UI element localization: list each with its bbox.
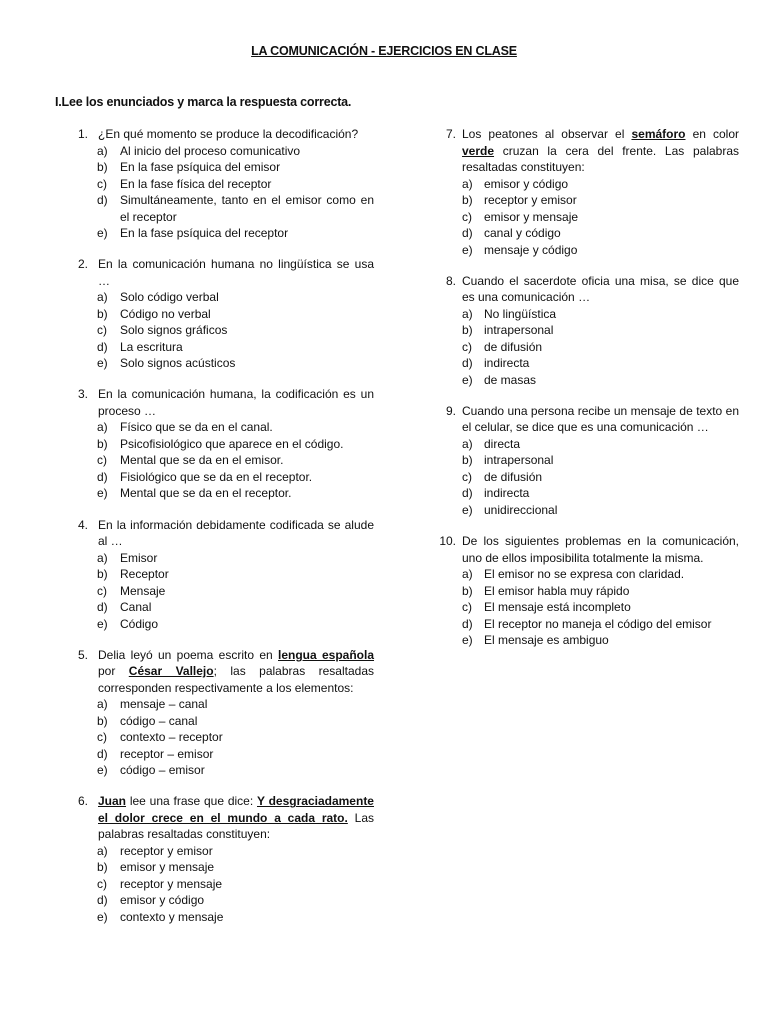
option-b: b) Código no verbal: [97, 306, 211, 321]
option-a: a) directa: [462, 436, 521, 451]
question-text: Cuando el sacerdote oficia una misa, se dice que es una comunicación …: [462, 273, 739, 305]
option-d: d) Canal: [97, 600, 152, 615]
option-b: b) Receptor: [97, 567, 169, 582]
highlighted-text: semáforo: [631, 127, 686, 141]
question-text: Delia leyó un poema escrito en lengua española por César Vallejo; las palabras resaltadas corresponden respectivamente a los elementos:: [98, 647, 375, 695]
option-a: a) Físico que se da en el canal.: [97, 420, 273, 435]
option-e: e) mensaje y código: [462, 242, 578, 257]
option-b: b) intrapersonal: [462, 453, 554, 468]
question-text: En la información debidamente codificada se alude al …: [98, 517, 374, 549]
option-a: a) emisor y código: [462, 176, 569, 191]
option-a: a) receptor y emisor: [97, 843, 213, 858]
question-9: [430, 403, 739, 519]
highlighted-text: Juan: [98, 794, 127, 809]
question-1: [60, 126, 374, 242]
option-d: d) El receptor no maneja el código del emisor: [462, 616, 712, 631]
options-list: [60, 550, 374, 633]
document-title: LA COMUNICACIÓN - EJERCICIOS EN CLASE: [251, 44, 517, 58]
option-e: e) Solo signos acústicos: [97, 356, 236, 371]
option-c: c) emisor y mensaje: [462, 209, 579, 224]
option-e: e) de masas: [462, 372, 537, 387]
left-column: [60, 126, 374, 940]
options-list: [430, 306, 739, 389]
question-text: Los peatones al observar el semáforo en color verde cruzan la cera del frente. Las palabras resaltadas constituyen:: [462, 127, 740, 174]
option-d: d) Fisiológico que se da en el receptor.: [97, 469, 313, 484]
option-c: c) de difusión: [462, 469, 543, 484]
question-number: 1.: [77, 127, 88, 141]
question-10: [430, 533, 739, 649]
option-d: d) La escritura: [97, 339, 183, 354]
option-c: c) de difusión: [462, 339, 543, 354]
options-list: [60, 289, 374, 372]
option-d: d) indirecta: [462, 486, 530, 501]
right-column: [430, 126, 739, 663]
option-c: c) Mental que se da en el emisor.: [97, 453, 284, 468]
option-c: c) El mensaje está incompleto: [462, 600, 631, 615]
option-c: c) En la fase física del receptor: [97, 176, 272, 191]
question-text: En la comunicación humana no lingüística se usa …: [98, 257, 374, 288]
question-number: 7.: [445, 127, 456, 141]
option-e: e) El mensaje es ambiguo: [462, 633, 609, 648]
question-3: [60, 386, 374, 502]
question-number: 5.: [77, 647, 88, 662]
question-text: De los siguientes problemas en la comunicación, uno de ellos imposibilita totalmente la misma.: [462, 534, 739, 565]
option-b: b) Psicofisiológico que aparece en el código.: [97, 436, 344, 451]
option-c: c) contexto – receptor: [97, 730, 223, 745]
options-list: [60, 696, 374, 779]
question-text: Juan lee una frase que dice: Y desgraciadamente el dolor crece en el mundo a cada rato. Las palabras resaltadas constituyen:: [98, 794, 374, 842]
option-a: a) Solo código verbal: [97, 290, 219, 305]
option-b: b) En la fase psíquica del emisor: [97, 160, 281, 174]
option-a: a) Emisor: [97, 550, 158, 565]
question-number: 4.: [77, 517, 88, 532]
question-number: 3.: [77, 387, 88, 402]
question-number: 2.: [77, 257, 88, 272]
highlighted-text: lengua española: [278, 647, 375, 662]
instruction-heading: I.Lee los enunciados y marca la respuesta correcta.: [55, 95, 352, 109]
question-6: [60, 793, 374, 925]
option-e: e) Mental que se da en el receptor.: [97, 486, 292, 501]
question-5: [60, 647, 374, 779]
option-e: e) unidireccional: [462, 502, 558, 517]
options-list: [430, 436, 739, 519]
question-number: 10.: [439, 534, 456, 549]
options-list: [430, 566, 739, 649]
option-b: b) El emisor habla muy rápido: [462, 583, 630, 598]
options-list: [60, 419, 374, 502]
option-d: d) Simultáneamente, tanto en el emisor como en el receptor: [97, 193, 374, 224]
highlighted-text: Y desgraciadamente el dolor crece en el mundo a cada rato.: [98, 794, 374, 825]
options-list: [430, 176, 739, 259]
question-number: 6.: [77, 794, 88, 809]
question-8: [430, 273, 739, 389]
option-d: d) canal y código: [462, 226, 561, 240]
question-2: [60, 256, 374, 372]
option-e: e) En la fase psíquica del receptor: [97, 226, 289, 240]
option-c: c) Mensaje: [97, 583, 166, 598]
option-a: a) Al inicio del proceso comunicativo: [97, 143, 301, 158]
option-d: d) receptor – emisor: [97, 746, 214, 761]
option-b: b) código – canal: [97, 713, 198, 728]
options-list: [60, 843, 374, 926]
option-a: a) No lingüística: [462, 306, 557, 321]
option-b: b) intrapersonal: [462, 323, 554, 338]
highlighted-text: verde: [462, 143, 495, 158]
option-e: e) código – emisor: [97, 763, 205, 778]
option-d: d) indirecta: [462, 356, 530, 371]
option-a: a) mensaje – canal: [97, 697, 208, 712]
option-e: e) Código: [97, 616, 159, 631]
option-e: e) contexto y mensaje: [97, 909, 224, 924]
option-b: b) receptor y emisor: [462, 193, 577, 207]
question-number: 8.: [445, 273, 456, 288]
highlighted-text: César Vallejo: [128, 664, 214, 679]
option-c: c) receptor y mensaje: [97, 876, 223, 891]
question-number: 9.: [445, 403, 456, 418]
question-4: [60, 517, 374, 633]
question-7: [430, 126, 739, 258]
option-b: b) emisor y mensaje: [97, 860, 215, 875]
option-a: a) El emisor no se expresa con claridad.: [462, 567, 685, 582]
option-d: d) emisor y código: [97, 893, 205, 908]
option-c: c) Solo signos gráficos: [97, 323, 228, 338]
question-text: Cuando una persona recibe un mensaje de texto en el celular, se dice que es una comunicación …: [462, 403, 739, 435]
options-list: [60, 143, 374, 242]
question-text: En la comunicación humana, la codificación es un proceso …: [98, 387, 374, 418]
question-text: ¿En qué momento se produce la decodificación?: [98, 127, 359, 141]
